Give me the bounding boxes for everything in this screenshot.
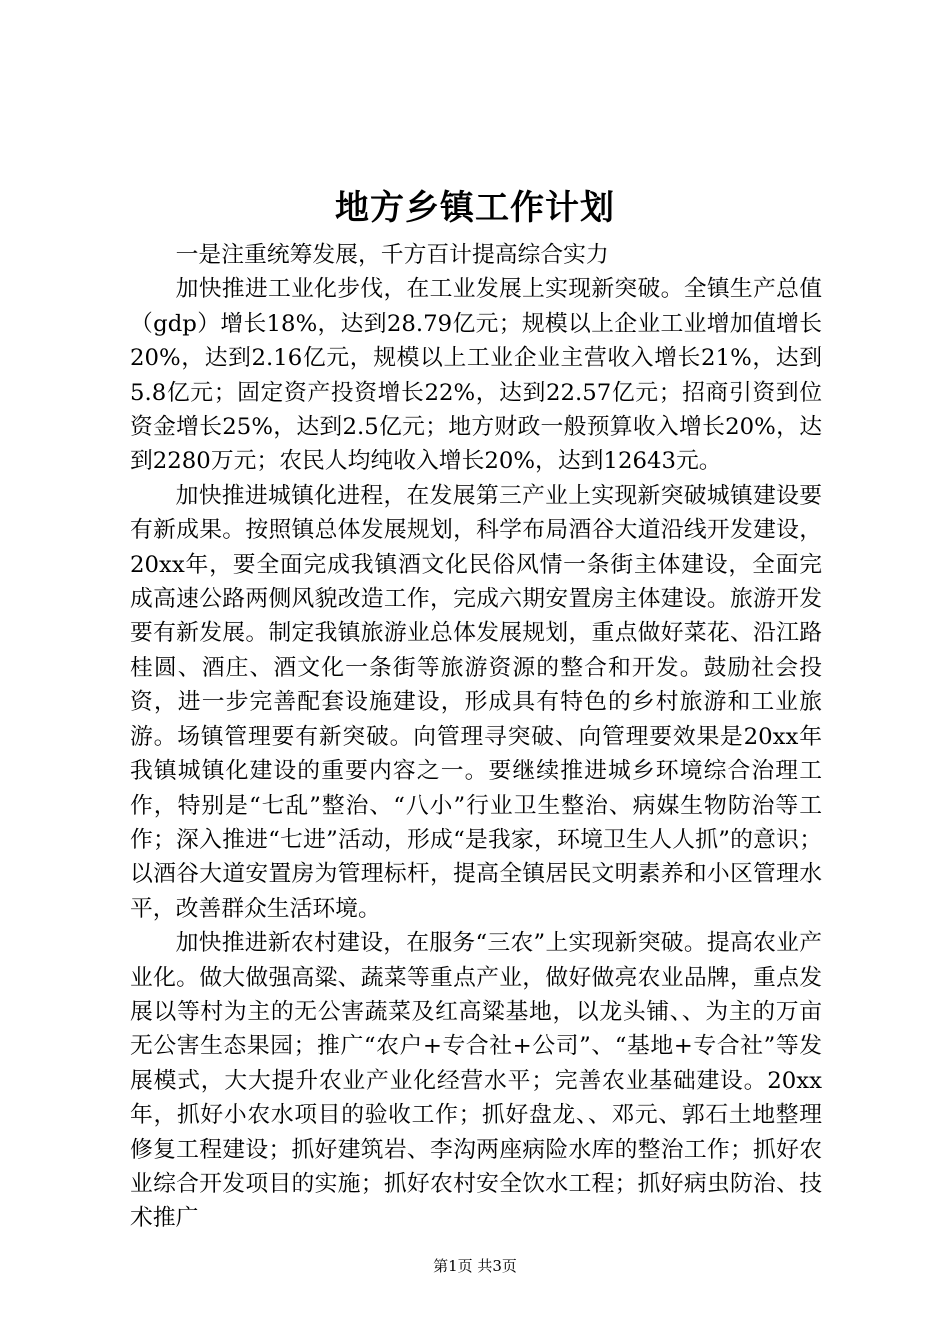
document-title: 地方乡镇工作计划 — [335, 188, 615, 228]
paragraph-urbanization: 加快推进城镇化进程，在发展第三产业上实现新突破城镇建设要有新成果。按照镇总体发展规划，科学布局酒谷大道沿线开发建设，20xx年，要全面完成我镇酒文化民俗风情一条街主体建设，全面完成高速公路两侧风貌改造工作，完成六期安置房主体建设。旅游开发要有新发展。制定我镇旅游业总体发展规划，重点做好菜花、沿江路桂圆、酒庄、酒文化一条街等旅游资源的整合和开发。鼓励社会投资，进一步完善配套设施建设，形成具有特色的乡村旅游和工业旅游。场镇管理要有新突破。向管理寻突破、向管理要效果是20xx年我镇城镇化建设的重要内容之一。要继续推进城乡环境综合治理工作，特别是“七乱”整治、“八小”行业卫生整治、病媒生物防治等工作；深入推进“七进”活动，形成“是我家，环境卫生人人抓”的意识；以酒谷大道安置房为管理标杆，提高全镇居民文明素养和小区管理水平，改善群众生活环境。 — [130, 482, 822, 922]
paragraph-heading: 一是注重统筹发展，千方百计提高综合实力 — [175, 242, 609, 268]
paragraph-industry: 加快推进工业化步伐，在工业发展上实现新突破。全镇生产总值（gdp）增长18%，达到28.79亿元；规模以上企业工业增加值增长20%，达到2.16亿元，规模以上工业企业主营收入增长21%，达到5.8亿元；固定资产投资增长22%，达到22.57亿元；招商引资到位资金增长25%，达到2.5亿元；地方财政一般预算收入增长20%，达到2280万元；农民人均纯收入增长20%，达到12643元。 — [130, 276, 822, 475]
document-body — [130, 238, 822, 1236]
paragraph-rural: 加快推进新农村建设，在服务“三农”上实现新突破。提高农业产业化。做大做强高粱、蔬菜等重点产业，做好做亮农业品牌，重点发展以等村为主的无公害蔬菜及红高粱基地，以龙头铺、、为主的万亩无公害生态果园；推广“农户+专合社+公司”、“基地+专合社”等发展模式，大大提升农业产业化经营水平；完善农业基础建设。20xx年，抓好小农水项目的验收工作；抓好盘龙、、邓元、郭石土地整理修复工程建设；抓好建筑岩、李沟两座病险水库的整治工作；抓好农业综合开发项目的实施；抓好农村安全饮水工程；抓好病虫防治、技术推广 — [130, 930, 822, 1232]
page-footer: 第1页 共3页 — [433, 1257, 517, 1275]
